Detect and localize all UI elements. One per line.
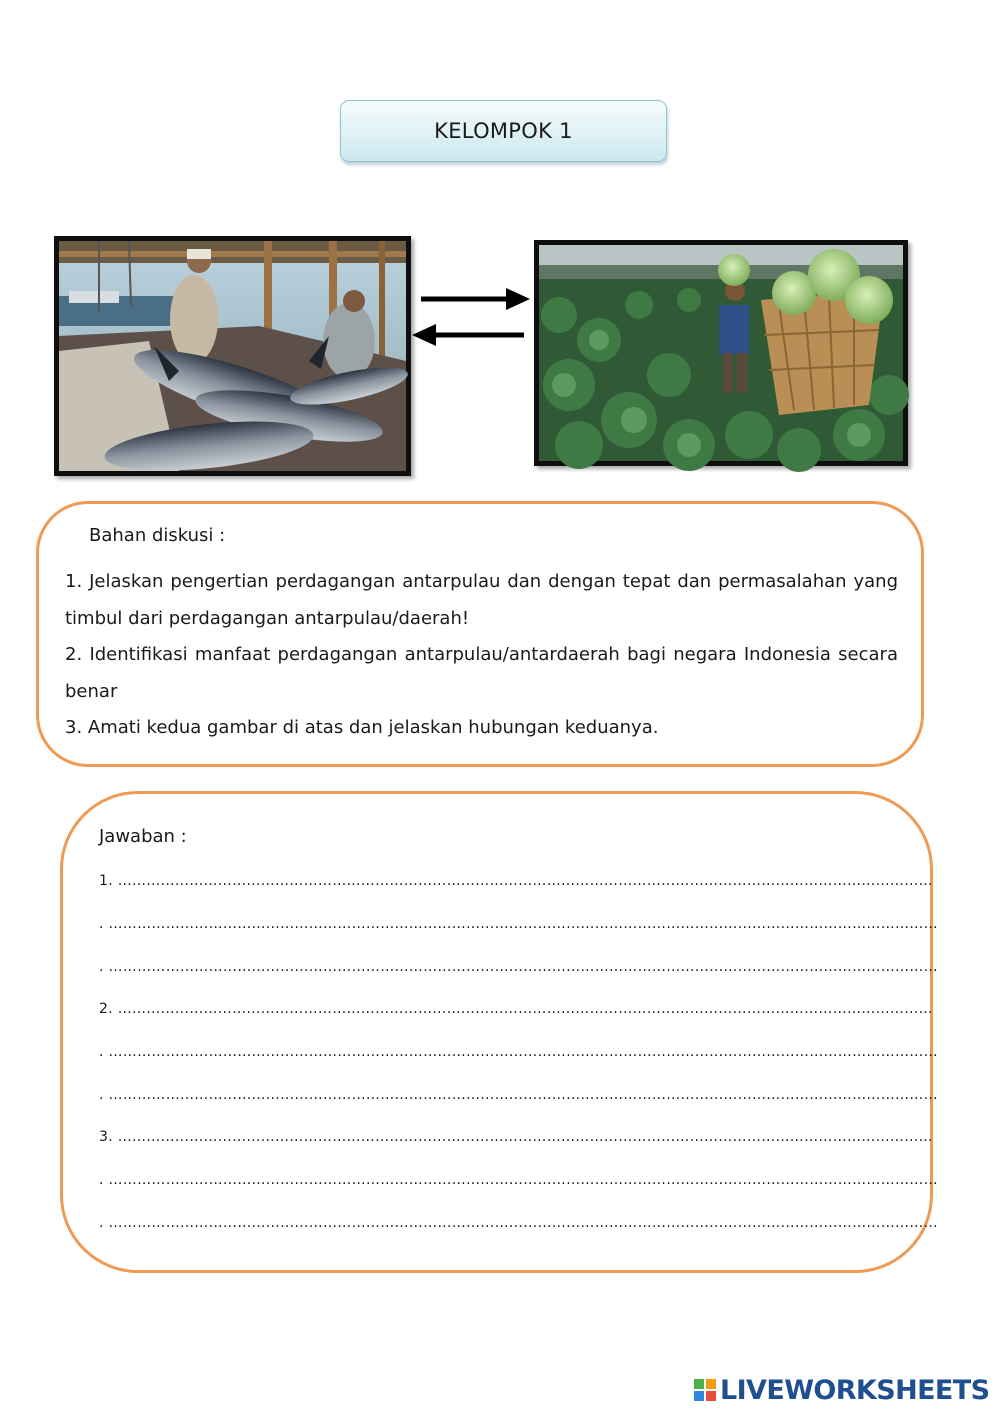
answer-line-7[interactable]: 3. ………………………………………………………………………………………………………………………………………………………	[99, 1129, 933, 1145]
answer-line-6[interactable]: . …………………………………………………………………………………………………………………………………………………………	[99, 1087, 938, 1103]
logo-cubes-icon	[694, 1379, 716, 1401]
group-title: KELOMPOK 1	[434, 119, 573, 143]
fishermen-photo	[54, 236, 411, 476]
logo-text: LIVEWORKSHEETS	[720, 1374, 990, 1406]
answer-line-1[interactable]: 1. ………………………………………………………………………………………………………………………………………………………	[99, 873, 933, 889]
answer-panel	[60, 791, 938, 1273]
cabbage-farmer-photo-art	[539, 245, 903, 461]
liveworksheets-logo	[694, 1373, 989, 1407]
double-arrow-exchange-icon	[408, 284, 534, 350]
discussion-panel	[36, 501, 924, 767]
discussion-item-2: 2. Identifikasi manfaat perdagangan antarpulau/antardaerah bagi negara Indonesia secara benar	[65, 644, 898, 702]
group-title-box	[340, 100, 667, 162]
answer-line-5[interactable]: . …………………………………………………………………………………………………………………………………………………………	[99, 1044, 938, 1060]
fishermen-photo-art	[59, 241, 406, 471]
discussion-item-3: 3. Amati kedua gambar di atas dan jelaskan hubungan keduanya.	[65, 717, 659, 738]
discussion-title: Bahan diskusi :	[89, 525, 226, 546]
answer-line-4[interactable]: 2. ………………………………………………………………………………………………………………………………………………………	[99, 1001, 933, 1017]
answer-line-2[interactable]: . …………………………………………………………………………………………………………………………………………………………	[99, 916, 938, 932]
discussion-list	[65, 564, 898, 747]
discussion-item-1: 1. Jelaskan pengertian perdagangan antarpulau dan dengan tepat dan permasalahan yang timbul dari perdagangan antarpulau/daerah!	[65, 571, 898, 629]
answer-title: Jawaban :	[99, 826, 187, 847]
answer-line-3[interactable]: . …………………………………………………………………………………………………………………………………………………………	[99, 959, 938, 975]
cabbage-farmer-photo	[534, 240, 908, 466]
answer-line-9[interactable]: . …………………………………………………………………………………………………………………………………………………………	[99, 1215, 938, 1231]
answer-line-8[interactable]: . …………………………………………………………………………………………………………………………………………………………	[99, 1172, 938, 1188]
